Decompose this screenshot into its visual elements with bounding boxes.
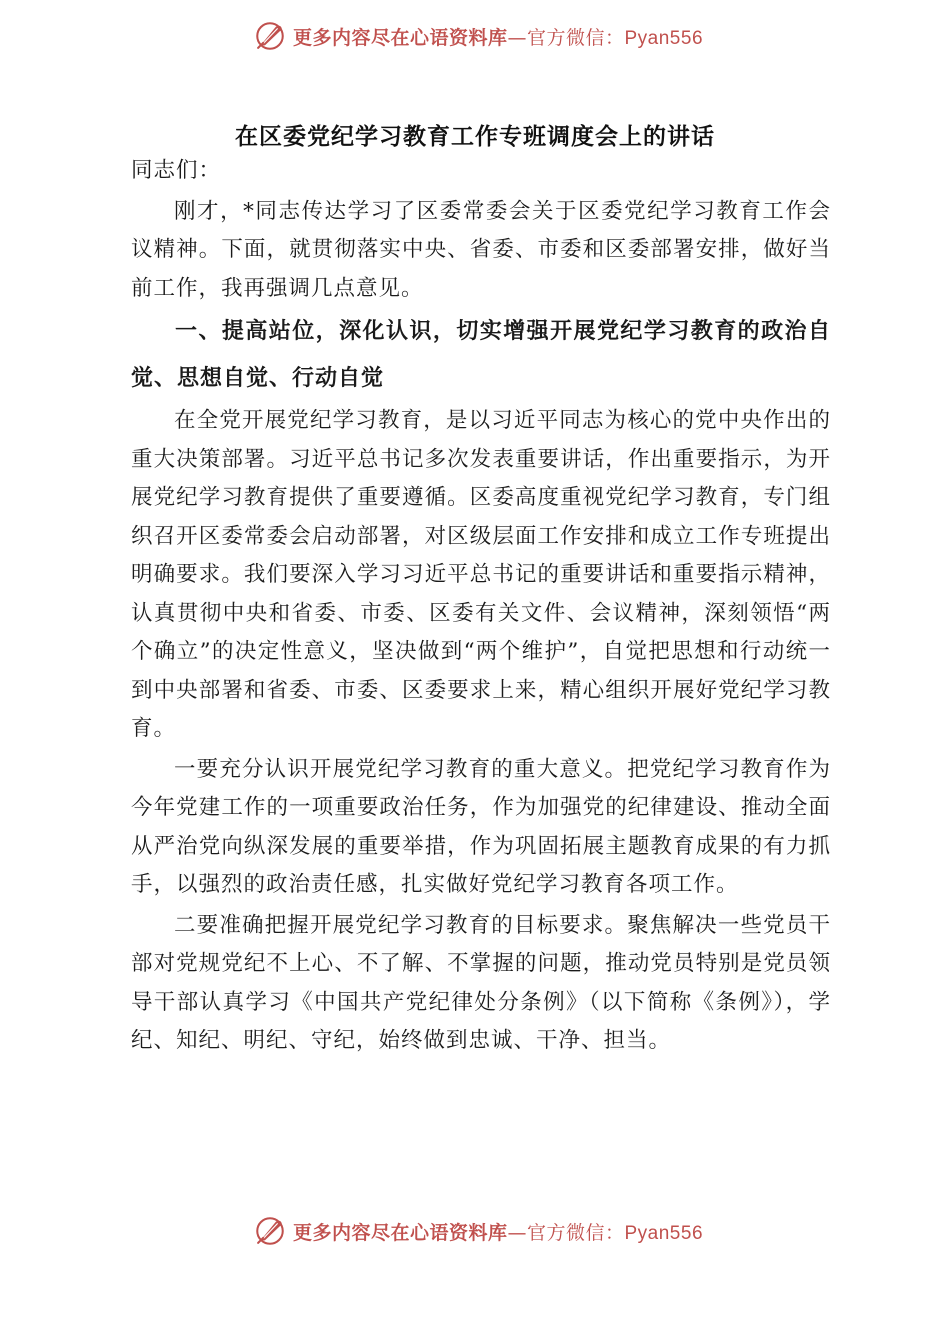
banner-dash: — [507,1221,527,1244]
banner-handle: Pyan556 [624,1222,704,1244]
banner-content [253,1214,703,1248]
banner-label: 官方微信： [526,26,625,49]
banner-text [293,23,703,50]
header-banner [0,16,950,56]
banner-content [253,19,703,53]
feather-pen-logo-icon [253,1214,287,1248]
document-title: 在区委党纪学习教育工作专班调度会上的讲话 [235,124,715,150]
feather-pen-logo-icon [253,19,287,53]
banner-dash: — [507,26,527,49]
document-body [131,152,831,1061]
paragraph-point-2: 二要准确把握开展党纪学习教育的目标要求。聚焦解决一些党员干部对党规党纪不上心、不了解、不掌握的问题，推动党员特别是党员领导干部认真学习《中国共产党纪律处分条例》（以下简称《条例》），学纪、知纪、明纪、守纪，始终做到忠诚、干净、担当。 [131,912,831,1053]
banner-handle: Pyan556 [624,27,704,49]
paragraph-point-1: 一要充分认识开展党纪学习教育的重大意义。把党纪学习教育作为今年党建工作的一项重要政治任务，作为加强党的纪律建设、推动全面从严治党向纵深发展的重要举措，作为巩固拓展主题教育成果的有力抓手，以强烈的政治责任感，扎实做好党纪学习教育各项工作。 [131,756,831,897]
section-heading-1: 一、提高站位，深化认识，切实增强开展党纪学习教育的政治自觉、思想自觉、行动自觉 [131,319,831,391]
banner-label: 官方微信： [526,1221,625,1244]
footer-banner [0,1211,950,1251]
paragraph-intro: 刚才，*同志传达学习了区委常委会关于区委党纪学习教育工作会议精神。下面，就贯彻落实中央、省委、市委和区委部署安排，做好当前工作，我再强调几点意见。 [131,198,831,301]
banner-brand: 更多内容尽在心语资料库 [292,26,508,49]
salutation: 同志们： [131,158,222,183]
paragraph-body: 在全党开展党纪学习教育，是以习近平同志为核心的党中央作出的重大决策部署。习近平总书记多次发表重要讲话，作出重要指示，为开展党纪学习教育提供了重要遵循。区委高度重视党纪学习教育，专门组织召开区委常委会启动部署，对区级层面工作安排和成立工作专班提出明确要求。我们要深入学习习近平总书记的重要讲话和重要指示精神，认真贯彻中央和省委、市委、区委有关文件、会议精神，深刻领悟“两个确立”的决定性意义，坚决做到“两个维护”，自觉把思想和行动统一到中央部署和省委、市委、区委要求上来，精心组织开展好党纪学习教育。 [131,408,831,741]
banner-brand: 更多内容尽在心语资料库 [292,1221,508,1244]
banner-text [293,1218,703,1245]
